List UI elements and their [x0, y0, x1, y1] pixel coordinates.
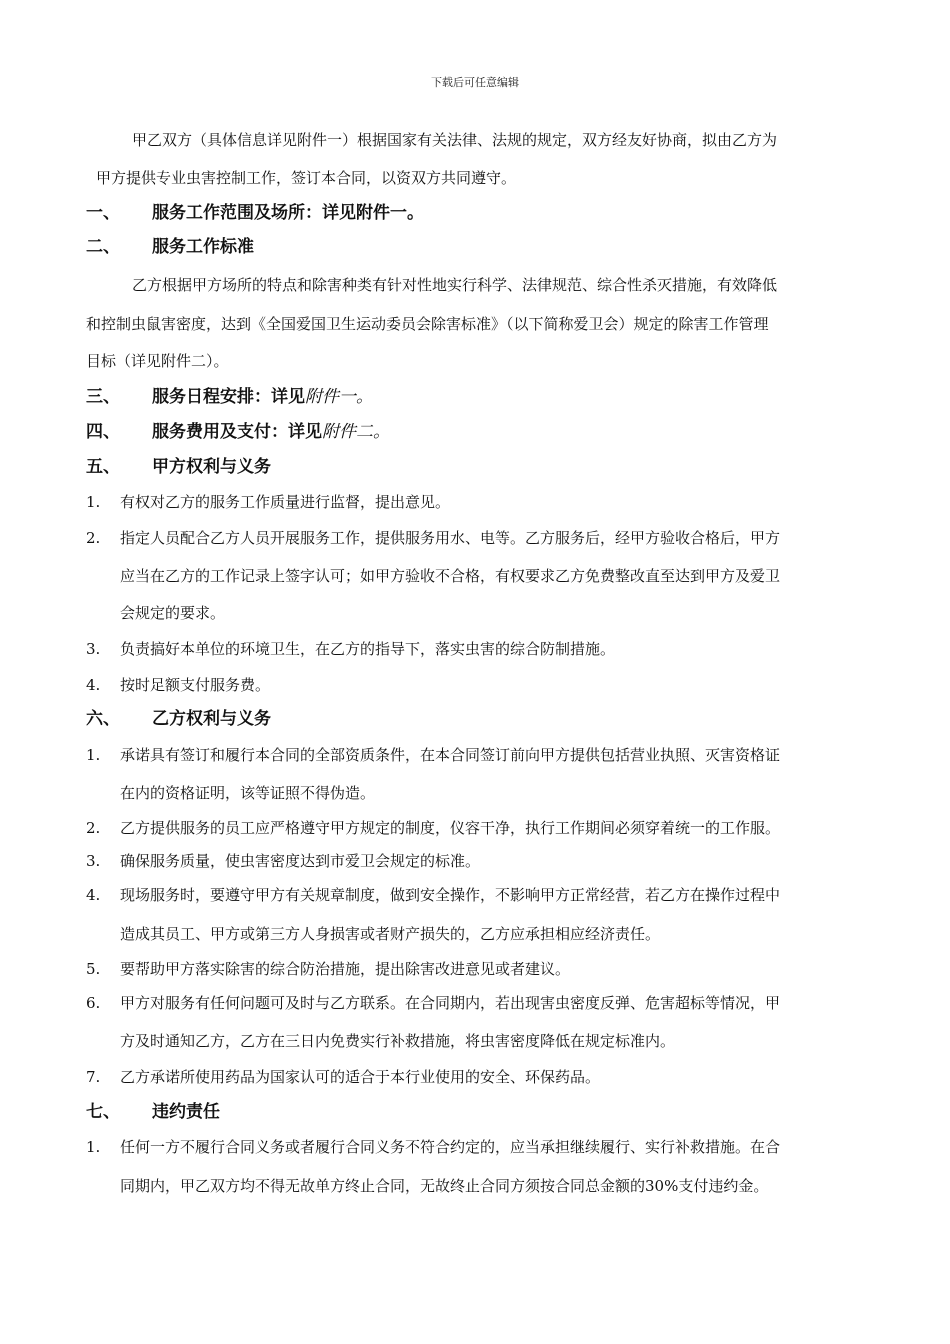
party-b-item-4-cont: 造成其员工、甲方或第三方人身损害或者财产损失的，乙方应承担相应经济责任。	[120, 925, 661, 943]
attachment-ref: 附件一	[305, 387, 356, 407]
section-heading-7	[86, 1101, 220, 1123]
item-text: 按时足额支付服务费。	[120, 676, 271, 694]
party-b-item-3	[86, 851, 480, 871]
section-title: 乙方权利与义务	[152, 709, 271, 729]
party-b-item-2	[86, 818, 780, 838]
section-number: 四、	[86, 422, 120, 442]
item-number: 4.	[86, 676, 101, 694]
standard-line-3: 目标（详见附件二）。	[86, 352, 229, 370]
party-b-item-4	[86, 885, 780, 905]
party-a-item-4	[86, 675, 270, 695]
section-number: 三、	[86, 387, 120, 407]
item-text: 有权对乙方的服务工作质量进行监督，提出意见。	[120, 493, 451, 511]
section-number: 七、	[86, 1102, 120, 1122]
item-number: 2.	[86, 529, 101, 547]
intro-line-2: 甲方提供专业虫害控制工作，签订本合同，以资双方共同遵守。	[96, 169, 517, 187]
section-title: 服务日程安排：详见	[152, 387, 305, 407]
section-heading-3	[86, 386, 373, 408]
section-title: 服务费用及支付：详见	[152, 422, 322, 442]
item-text: 任何一方不履行合同义务或者履行合同义务不符合约定的，应当承担继续履行、实行补救措施。在合	[120, 1138, 781, 1156]
item-text: 现场服务时，要遵守甲方有关规章制度，做到安全操作，不影响甲方正常经营，若乙方在操作过程中	[120, 886, 781, 904]
item-number: 2.	[86, 819, 101, 837]
party-a-item-2-cont-1: 应当在乙方的工作记录上签字认可；如甲方验收不合格，有权要求乙方免费整改直至达到甲方及爱卫	[120, 567, 781, 585]
item-number: 4.	[86, 886, 101, 904]
party-b-item-6	[86, 993, 780, 1013]
party-b-item-1-cont: 在内的资格证明，该等证照不得伪造。	[120, 784, 376, 802]
item-number: 1.	[86, 746, 101, 764]
page-header: 下载后可任意编辑	[431, 76, 519, 89]
breach-item-1	[86, 1137, 780, 1157]
section-tail: 。	[356, 387, 373, 407]
item-number: 3.	[86, 852, 101, 870]
section-title: 违约责任	[152, 1102, 220, 1122]
party-b-item-1	[86, 745, 780, 765]
section-title: 服务工作标准	[152, 237, 254, 257]
section-heading-1	[86, 202, 424, 224]
item-number: 1.	[86, 493, 101, 511]
section-heading-4	[86, 421, 390, 443]
section-number: 五、	[86, 457, 120, 477]
party-a-item-3	[86, 639, 615, 659]
item-text: 乙方提供服务的员工应严格遵守甲方规定的制度，仪容干净，执行工作期间必须穿着统一的工作服。	[120, 819, 781, 837]
party-b-item-7	[86, 1067, 600, 1087]
attachment-ref: 附件二	[322, 422, 373, 442]
item-text: 指定人员配合乙方人员开展服务工作，提供服务用水、电等。乙方服务后，经甲方验收合格后，甲方	[120, 529, 781, 547]
item-text: 负责搞好本单位的环境卫生，在乙方的指导下，落实虫害的综合防制措施。	[120, 640, 616, 658]
section-number: 二、	[86, 237, 120, 257]
section-heading-6	[86, 708, 271, 730]
item-text: 要帮助甲方落实除害的综合防治措施，提出除害改进意见或者建议。	[120, 960, 571, 978]
section-title: 服务工作范围及场所：详见附件一。	[152, 203, 424, 223]
standard-line-1: 乙方根据甲方场所的特点和除害种类有针对性地实行科学、法律规范、综合性杀灭措施，有效降低	[132, 276, 778, 294]
section-heading-5	[86, 456, 271, 478]
item-number: 1.	[86, 1138, 101, 1156]
section-heading-2	[86, 236, 254, 258]
item-text: 乙方承诺所使用药品为国家认可的适合于本行业使用的安全、环保药品。	[120, 1068, 601, 1086]
section-number: 六、	[86, 709, 120, 729]
item-text: 确保服务质量，使虫害密度达到市爱卫会规定的标准。	[120, 852, 481, 870]
section-title: 甲方权利与义务	[152, 457, 271, 477]
party-a-item-2-cont-2: 会规定的要求。	[120, 604, 226, 622]
item-text: 承诺具有签订和履行本合同的全部资质条件，在本合同签订前向甲方提供包括营业执照、灭害资格证	[120, 746, 781, 764]
section-tail: 。	[373, 422, 390, 442]
section-number: 一、	[86, 203, 120, 223]
party-b-item-6-cont: 方及时通知乙方，乙方在三日内免费实行补救措施，将虫害密度降低在规定标准内。	[120, 1032, 676, 1050]
item-number: 3.	[86, 640, 101, 658]
standard-line-2: 和控制虫鼠害密度，达到《全国爱国卫生运动委员会除害标准》（以下简称爱卫会）规定的除害工作管理	[86, 315, 769, 333]
party-a-item-1	[86, 492, 450, 512]
item-number: 7.	[86, 1068, 101, 1086]
breach-item-1-cont: 同期内，甲乙双方均不得无故单方终止合同，无故终止合同方须按合同总金额的30%支付违约金。	[120, 1177, 769, 1195]
item-number: 6.	[86, 994, 101, 1012]
intro-line-1: 甲乙双方（具体信息详见附件一）根据国家有关法律、法规的规定，双方经友好协商，拟由乙方为	[132, 131, 778, 149]
party-a-item-2	[86, 528, 780, 548]
party-b-item-5	[86, 959, 570, 979]
item-text: 甲方对服务有任何问题可及时与乙方联系。在合同期内，若出现害虫密度反弹、危害超标等情况，甲	[120, 994, 781, 1012]
item-number: 5.	[86, 960, 101, 978]
